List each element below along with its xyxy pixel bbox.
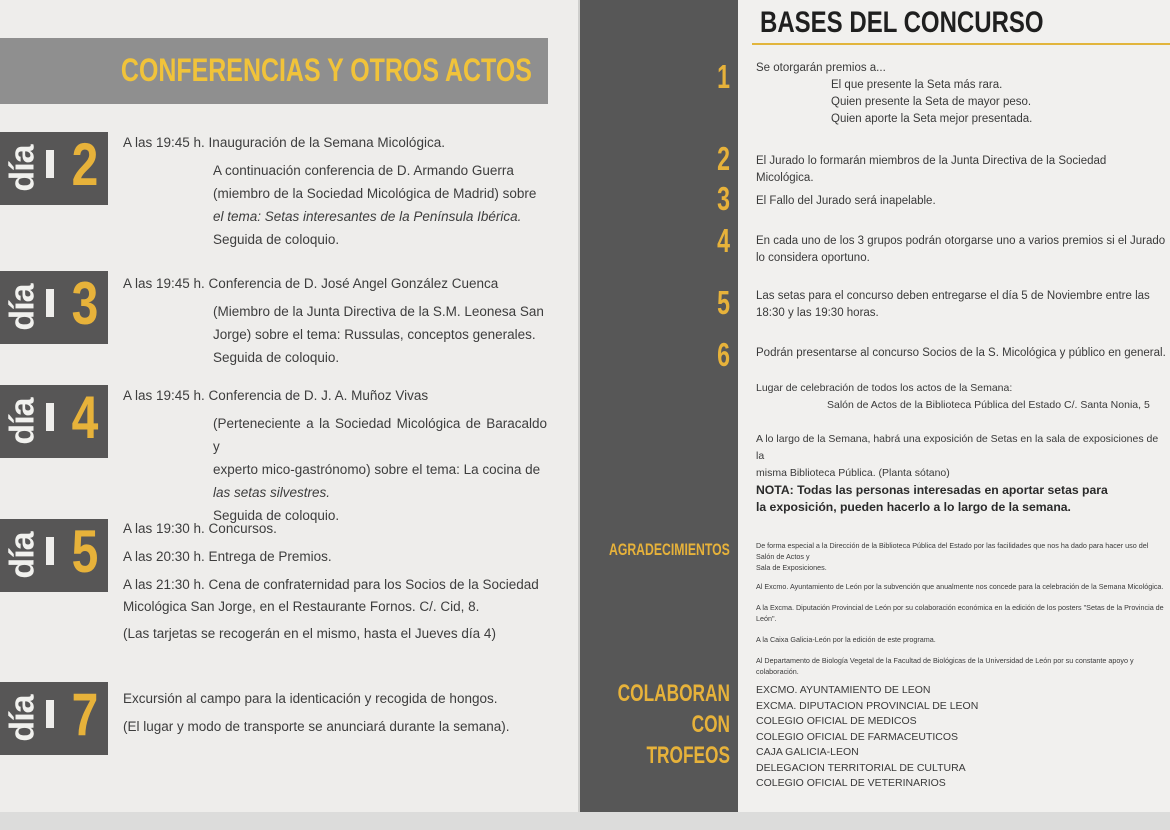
- base-item: Quien aporte la Seta mejor presentada.: [831, 113, 1033, 125]
- day-5-entry: [123, 518, 547, 645]
- entry-line: Excursión al campo para la identicación y recogida de hongos.: [123, 691, 498, 706]
- entry-line: experto mico-gastrónomo) sobre el tema: La cocina de: [213, 462, 541, 477]
- entry-line: (Miembro de la Junta Directiva de la S.M. Leonesa San: [213, 304, 544, 319]
- colaboradores-list: [756, 683, 1166, 792]
- left-page: [0, 0, 580, 812]
- day-3-entry: [123, 272, 547, 369]
- entry-line: las setas silvestres.: [213, 485, 331, 500]
- bases-title: BASES DEL CONCURSO: [760, 6, 1044, 39]
- day-4-entry: [123, 384, 547, 527]
- base-item: El que presente la Seta más rara.: [831, 79, 1003, 91]
- day-number: 2: [71, 131, 99, 198]
- entry-line: (El lugar y modo de transporte se anunciará durante la semana).: [123, 719, 510, 734]
- day-label: día: [3, 531, 42, 579]
- base-number-2: 2: [717, 140, 730, 177]
- entry-line: A continuación conferencia de D. Armando Guerra: [213, 163, 514, 178]
- entry-line: Seguida de coloquio.: [213, 350, 340, 365]
- entry-line: (miembro de la Sociedad Micológica de Madrid) sobre: [213, 186, 537, 201]
- base-6-text: Podrán presentarse al concurso Socios de la S. Micológica y público en general.: [756, 347, 1166, 359]
- base-1-text: [756, 60, 1166, 128]
- entry-line: el tema: Setas interesantes de la Península Ibérica.: [213, 209, 522, 224]
- day-2-entry: [123, 131, 547, 251]
- title-banner: [0, 38, 548, 104]
- base-number-4: 4: [717, 222, 730, 259]
- entry-detail: [123, 159, 547, 251]
- entry-line: Seguida de coloquio.: [213, 508, 340, 523]
- day-label: día: [3, 144, 42, 192]
- colaboran-heading: [618, 678, 730, 771]
- list-item: EXCMO. AYUNTAMIENTO DE LEON: [756, 684, 931, 696]
- base-text: Se otorgarán premios a...: [756, 62, 886, 74]
- day-number: 4: [71, 384, 99, 451]
- entry-line: Micológica San Jorge, en el Restaurante Fornos. C/. Cid, 8.: [123, 599, 480, 614]
- base-number-6: 6: [717, 336, 730, 373]
- base-number-5: 5: [717, 284, 730, 321]
- day-tab-4: [0, 385, 108, 458]
- agradecimientos-list: De forma especial a la Dirección de la Biblioteca Pública del Estado por las facilidades que nos ha dado para hacer uso del Salón de Actos y Sala de Exposiciones. Al Excmo. Ayuntamiento de León por la subvención que anualmente nos concede para la celebración de la Semana Micológica. A la Excma. Diputación Provincial de León por su colaboración económica en la edición de los posters "Setas de la Provincia de León". A la Caixa Galicia-León por la edición de este programa. Al Departamento de Biología Vegetal de la Facultad de Biológicas de la Universidad de León por su constante apoyo y colaboración.: [756, 541, 1164, 676]
- base-number-3: 3: [717, 180, 730, 217]
- entry-line: A las 19:30 h. Concursos.: [123, 521, 277, 536]
- day-number: 3: [71, 270, 99, 337]
- entry-line: (Las tarjetas se recogerán en el mismo, hasta el Jueves día 4): [123, 626, 496, 641]
- day-7-entry: [123, 685, 547, 741]
- entry-line: A las 21:30 h. Cena de confraternidad para los Socios de la Sociedad: [123, 577, 539, 592]
- entry-line: A las 19:45 h. Conferencia de D. José Angel González Cuenca: [123, 276, 499, 291]
- spine-column: [580, 0, 738, 812]
- list-item: CAJA GALICIA-LEON: [756, 746, 859, 758]
- agradecimientos-heading: AGRADECIMIENTOS: [609, 540, 730, 559]
- heading-line: COLABORAN: [617, 680, 730, 707]
- base-2-text: El Jurado lo formarán miembros de la Junta Directiva de la Sociedad Micológica.: [756, 155, 1107, 184]
- lugar-text: Lugar de celebración de todos los actos de la Semana: Salón de Actos de la Biblioteca Pública del Estado C/. Santa Nonia, 5: [756, 382, 1150, 411]
- entry-line: Seguida de coloquio.: [213, 232, 340, 247]
- base-number-1: 1: [717, 58, 730, 95]
- day-label: día: [3, 283, 42, 331]
- base-4-text: En cada uno de los 3 grupos podrán otorgarse uno a varios premios si el Jurado lo considera oportuno.: [756, 235, 1166, 264]
- list-item: EXCMA. DIPUTACION PROVINCIAL DE LEON: [756, 699, 979, 712]
- base-3-text: El Fallo del Jurado será inapelable.: [756, 195, 936, 207]
- entry-detail: [123, 300, 547, 369]
- title-underline: [752, 43, 1170, 45]
- base-item: Quien presente la Seta de mayor peso.: [831, 96, 1032, 108]
- list-item: COLEGIO OFICIAL DE FARMACEUTICOS: [756, 730, 959, 743]
- nota-text: NOTA: Todas las personas interesadas en aportar setas para la exposición, pueden hacerlo a lo largo de la semana.: [756, 483, 1108, 514]
- day-label: día: [3, 397, 42, 445]
- entry-line: A las 19:45 h. Inauguración de la Semana Micológica.: [123, 135, 445, 150]
- page-bottom-edge: [0, 812, 1170, 830]
- entry-line: A las 20:30 h. Entrega de Premios.: [123, 549, 332, 564]
- day-label: día: [3, 694, 42, 742]
- base-5-text: Las setas para el concurso deben entregarse el día 5 de Noviembre entre las 18:30 y las 19:30 horas.: [756, 290, 1150, 319]
- right-page: [738, 0, 1170, 812]
- entry-line: (Perteneciente a la Sociedad Micológica de Baracaldo y: [213, 416, 547, 454]
- entry-line: A las 19:45 h. Conferencia de D. J. A. Muñoz Vivas: [123, 388, 429, 403]
- day-tab-5: [0, 519, 108, 592]
- page-title: CONFERENCIAS Y OTROS ACTOS: [121, 52, 532, 88]
- heading-line: CON: [691, 711, 730, 738]
- day-tab-3: [0, 271, 108, 344]
- heading-line: TROFEOS: [646, 742, 730, 769]
- day-tab-7: [0, 682, 108, 755]
- day-number: 7: [71, 681, 99, 748]
- list-item: DELEGACION TERRITORIAL DE CULTURA: [756, 761, 966, 774]
- day-number: 5: [71, 518, 99, 585]
- day-tab-2: [0, 132, 108, 205]
- expo-text: A lo largo de la Semana, habrá una exposición de Setas en la sala de exposiciones de la misma Biblioteca Pública. (Planta sótano): [756, 433, 1159, 479]
- list-item: COLEGIO OFICIAL DE VETERINARIOS: [756, 777, 946, 789]
- entry-line: Jorge) sobre el tema: Russulas, conceptos generales.: [213, 327, 536, 342]
- list-item: COLEGIO OFICIAL DE MEDICOS: [756, 715, 917, 727]
- entry-detail: [123, 412, 547, 527]
